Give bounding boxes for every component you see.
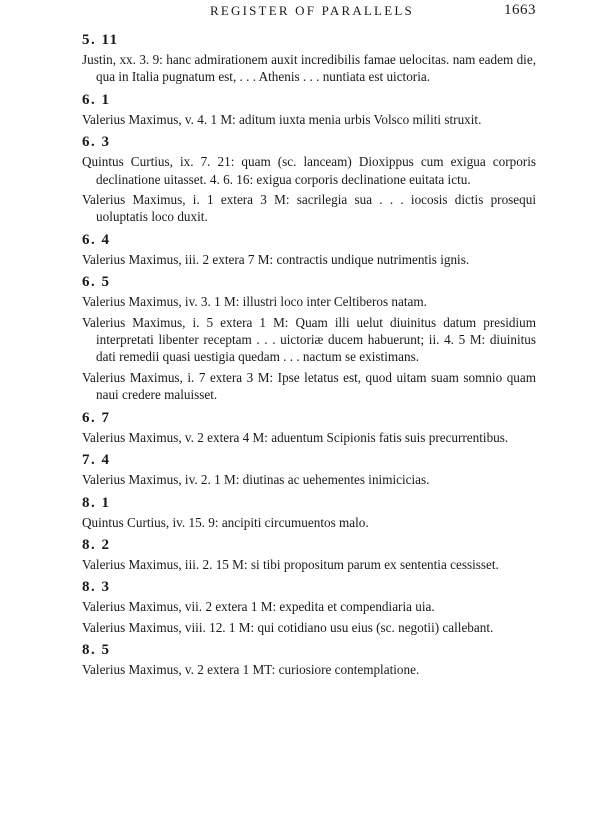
parallel-entry: Valerius Maximus, v. 2 extera 1 MT: curiosiore contemplatione.	[82, 662, 420, 678]
section-reference: 7. 4	[82, 452, 111, 469]
register-sections	[82, 32, 536, 679]
section-reference: 6. 1	[82, 91, 111, 108]
parallel-section	[82, 642, 536, 678]
parallel-section	[82, 274, 536, 403]
parallel-entry: Valerius Maximus, iv. 3. 1 M: illustri loco inter Celtiberos natam.	[82, 294, 427, 310]
parallel-section	[82, 579, 536, 636]
section-reference: 6. 7	[82, 409, 111, 426]
parallel-entry: Quintus Curtius, iv. 15. 9: ancipiti circumuentos malo.	[82, 514, 369, 530]
parallel-entry: Valerius Maximus, vii. 2 extera 1 M: expedita et compendiaria uia.	[82, 599, 435, 615]
parallel-section	[82, 134, 536, 226]
section-reference: 6. 4	[82, 231, 111, 248]
parallel-entry: Valerius Maximus, i. 1 extera 3 M: sacrilegia sua . . . iocosis dictis prosequi uoluptatis loco duxit.	[82, 192, 536, 225]
section-reference: 5. 11	[82, 32, 119, 48]
parallel-entry: Valerius Maximus, v. 2 extera 4 M: aduentum Scipionis fatis suis precurrentibus.	[82, 429, 509, 445]
parallel-entry: Valerius Maximus, iv. 2. 1 M: diutinas ac uehementes inimicicias.	[82, 472, 430, 488]
section-reference: 6. 5	[82, 274, 111, 291]
parallel-entry: Valerius Maximus, v. 4. 1 M: aditum iuxta menia urbis Volsco militi struxit.	[82, 111, 482, 127]
parallel-entry: Quintus Curtius, ix. 7. 21: quam (sc. lanceam) Dioxippus cum exigua corporis declinatione uitasset. 4. 6. 16: exigua corporis declinatione euitata ictu.	[82, 154, 536, 187]
parallel-entry: Valerius Maximus, iii. 2. 15 M: si tibi propositum parum ex sententia cessisset.	[82, 556, 499, 572]
page-header	[82, 0, 536, 24]
parallel-entry: Justin, xx. 3. 9: hanc admirationem auxit incredibilis famae uelocitas. nam eadem die, qua in Italia pugnatum est, . . . Athenis . . . nuntiata est uictoria.	[82, 52, 536, 85]
parallel-section	[82, 495, 536, 531]
parallel-section	[82, 537, 536, 573]
page-number: 1663	[504, 2, 536, 18]
parallel-section	[82, 92, 536, 128]
parallel-entry: Valerius Maximus, i. 7 extera 3 M: Ipse letatus est, quod uitam suam somnio quam naui credere maluisset.	[82, 369, 536, 403]
parallel-entry: Valerius Maximus, iii. 2 extera 7 M: contractis undique nutrimentis ignis.	[82, 251, 470, 267]
running-title: REGISTER OF PARALLELS	[210, 3, 414, 18]
parallel-entry: Valerius Maximus, viii. 12. 1 M: qui cotidiano usu eius (sc. negotii) callebant.	[82, 619, 494, 635]
parallel-section	[82, 32, 536, 86]
document-page	[82, 0, 536, 685]
section-reference: 8. 5	[82, 642, 111, 659]
section-reference: 8. 1	[82, 494, 111, 511]
parallel-section	[82, 232, 536, 268]
section-reference: 8. 3	[82, 579, 111, 596]
parallel-section	[82, 452, 536, 488]
section-reference: 6. 3	[82, 134, 111, 151]
section-reference: 8. 2	[82, 536, 111, 553]
parallel-section	[82, 410, 536, 446]
parallel-entry: Valerius Maximus, i. 5 extera 1 M: Quam illi uelut diuinitus datum presidium interpretati libenter receptam . . . uictoriæ ducem habuerunt; ii. 4. 5 M: diuinitus dati remedii quasi uestigia quedam . . . nactum se existimans.	[82, 314, 536, 365]
